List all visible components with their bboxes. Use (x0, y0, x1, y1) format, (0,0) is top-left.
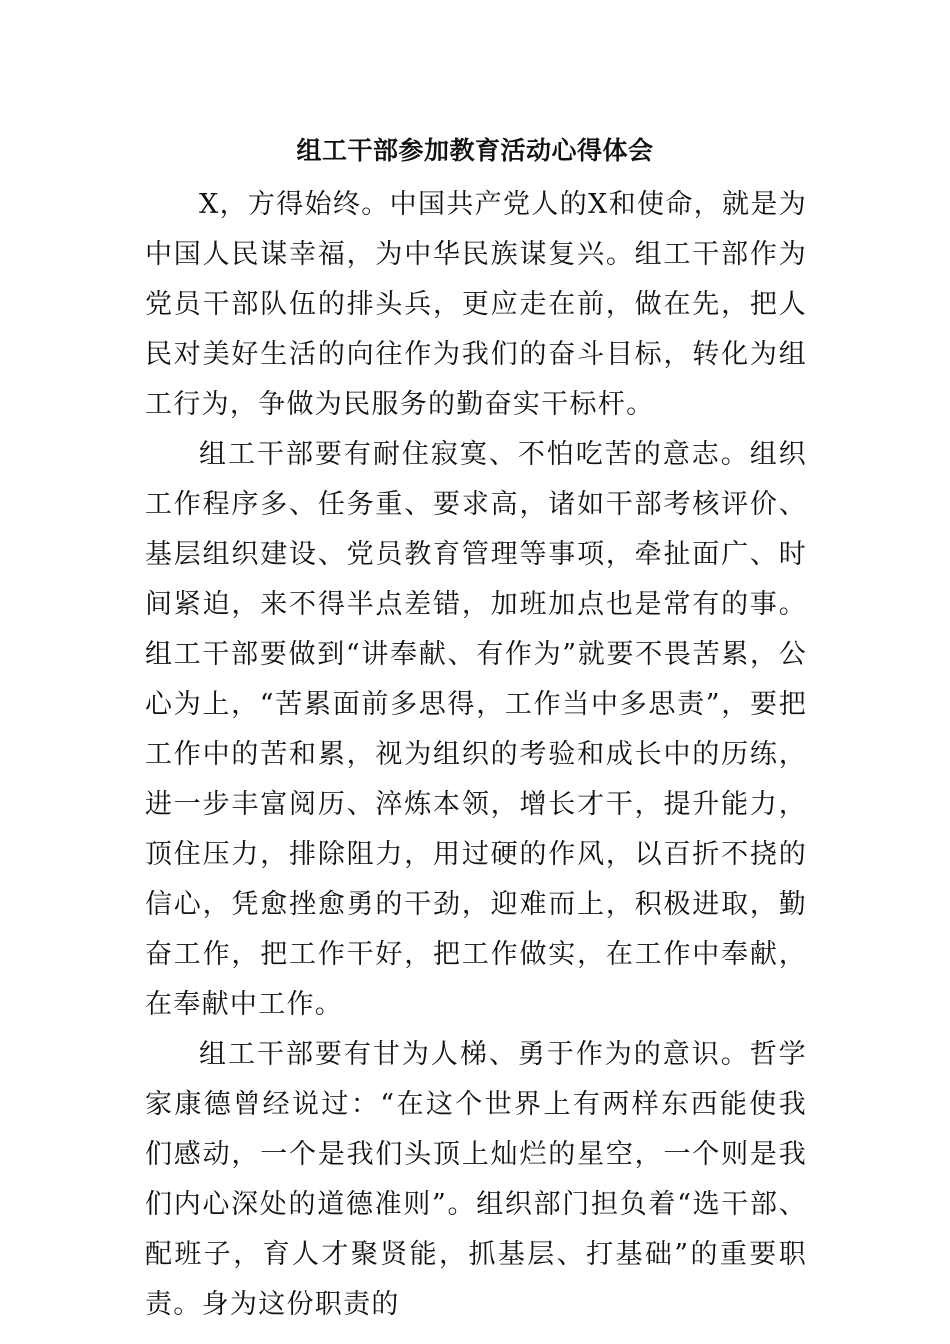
document-title: 组工干部参加教育活动心得体会 (296, 136, 654, 165)
paragraph-2: 组工干部要有耐住寂寞、不怕吃苦的意志。组织工作程序多、任务重、要求高，诸如干部考核评价、基层组织建设、党员教育管理等事项，牵扯面广、时间紧迫，来不得半点差错，加班加点也是常有的事。组工干部要做到“讲奉献、有作为”就要不畏苦累，公心为上，“苦累面前多思得，工作当中多思责”，要把工作中的苦和累，视为组织的考验和成长中的历练，进一步丰富阅历、淬炼本领，增长才干，提升能力，顶住压力，排除阻力，用过硬的作风，以百折不挠的信心，凭愈挫愈勇的干劲，迎难而上，积极进取，勤奋工作，把工作干好，把工作做实，在工作中奉献，在奉献中工作。 (145, 439, 807, 1020)
paragraph-1: X，方得始终。中国共产党人的X和使命，就是为中国人民谋幸福，为中华民族谋复兴。组工干部作为党员干部队伍的排头兵，更应走在前，做在先，把人民对美好生活的向往作为我们的奋斗目标，转化为组工行为，争做为民服务的勤奋实干标杆。 (145, 189, 807, 420)
document-body (145, 180, 807, 1330)
paragraph-3: 组工干部要有甘为人梯、勇于作为的意识。哲学家康德曾经说过：“在这个世界上有两样东西能使我们感动，一个是我们头顶上灿烂的星空，一个则是我们内心深处的道德准则”。组织部门担负着“选干部、配班子，育人才聚贤能，抓基层、打基础”的重要职责。身为这份职责的 (145, 1039, 807, 1320)
